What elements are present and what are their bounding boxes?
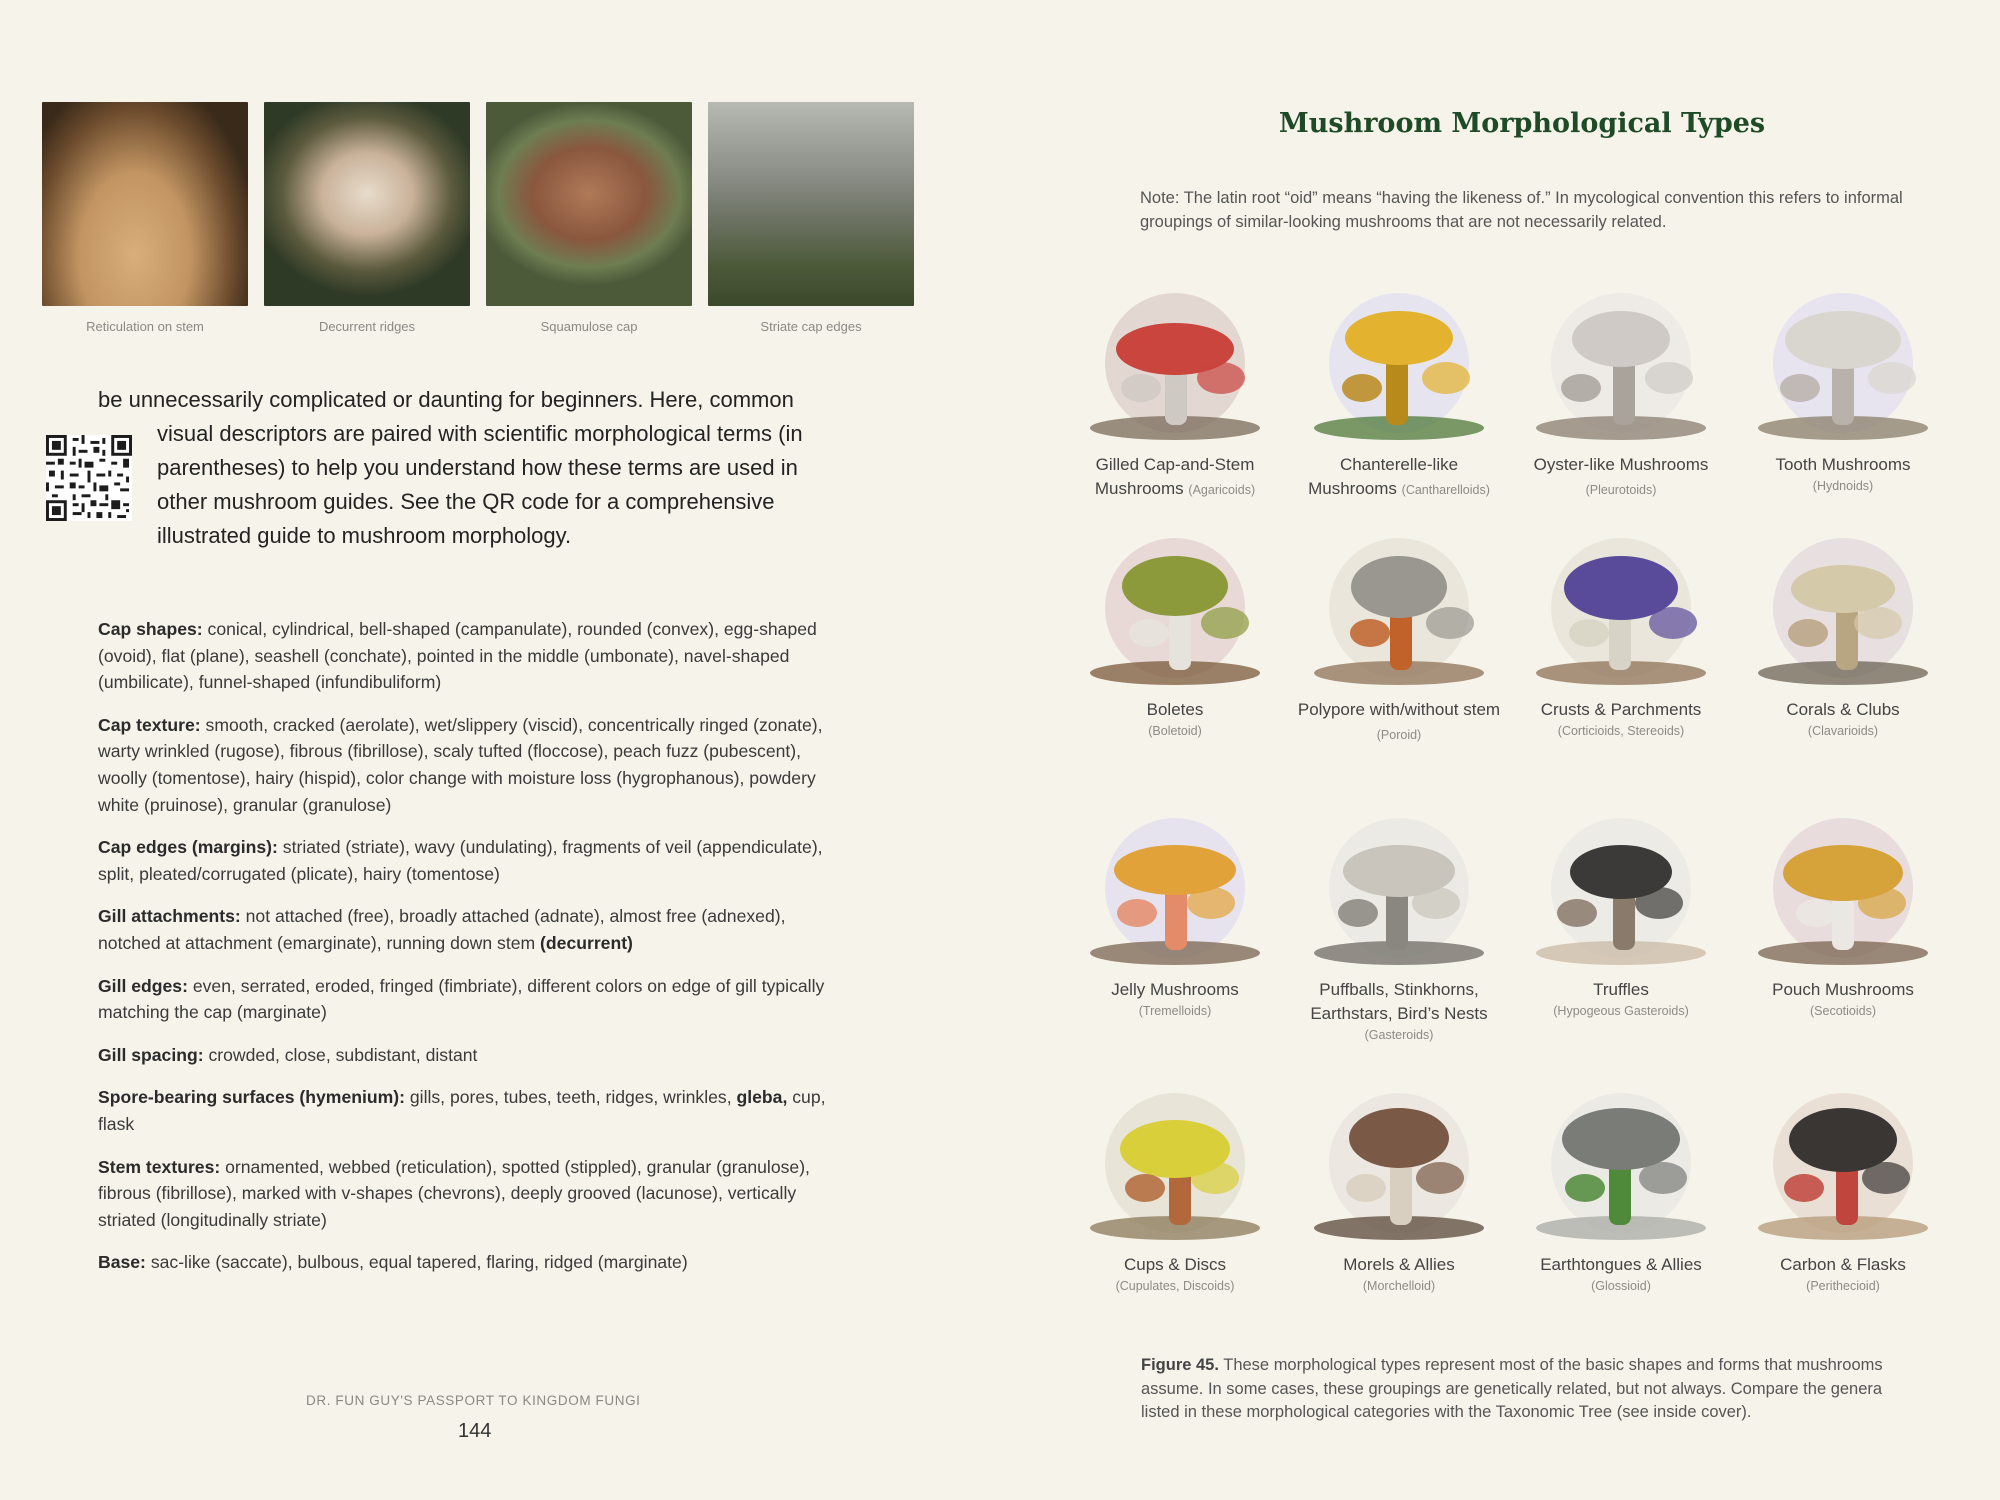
oyster-mushroom-illustration xyxy=(1516,268,1726,448)
morph-type-name xyxy=(1516,978,1726,1002)
morph-type-latin-line xyxy=(1738,1002,1948,1020)
morph-type-name xyxy=(1294,978,1504,1026)
morph-type-latin: (Secotioids) xyxy=(1810,1004,1876,1018)
morph-type-item xyxy=(1738,268,1948,495)
morph-type-latin: (Agaricoids) xyxy=(1188,483,1256,497)
morph-type-latin: (Cupulates, Discoids) xyxy=(1115,1279,1235,1293)
morph-type-latin: (Morchelloid) xyxy=(1362,1279,1436,1293)
morph-type-label: Jelly Mushrooms xyxy=(1111,980,1239,999)
morph-type-latin-line xyxy=(1516,1002,1726,1020)
carbon-fungus-illustration xyxy=(1738,1068,1948,1248)
morph-type-name xyxy=(1738,698,1948,722)
photo-item xyxy=(486,102,692,334)
morph-type-label: Tooth Mushrooms xyxy=(1775,455,1911,474)
glossary xyxy=(98,616,838,1292)
glossary-text: smooth, cracked (aerolate), wet/slippery (viscid), concentrically ringed (zonate), warty wrinkled (rugose), fibrous (fibrillose), scaly tufted (floccose), peach fuzz (pubescent), woolly (tomentose), hairy (hispid), color change with moisture loss (hygrophanous), powdery white (pruinose), granular (granulose) xyxy=(98,714,823,815)
polypore-illustration xyxy=(1294,513,1504,693)
photo-caption: Reticulation on stem xyxy=(86,319,204,334)
glossary-bold-tail: (decurrent) xyxy=(540,932,633,953)
glossary-text-after: cup, flask xyxy=(98,1087,826,1134)
coral-fungus-illustration xyxy=(1738,513,1948,693)
intro-rest: visual descriptors are paired with scientific morphological terms (in parentheses) to help you understand how these terms are used in other mushroom guides. See the QR code for a comprehensive illustrated guide to mushroom morphology. xyxy=(157,421,803,548)
truffle-illustration xyxy=(1516,793,1726,973)
morph-type-label: Truffles xyxy=(1593,980,1649,999)
morph-type-item xyxy=(1070,513,1280,740)
gilled-mushroom-illustration xyxy=(1070,268,1280,448)
running-head: DR. FUN GUY'S PASSPORT TO KINGDOM FUNGI xyxy=(306,1393,641,1408)
morph-type-label: Gilled Cap-and-Stem Mushrooms xyxy=(1094,455,1255,498)
figure-label: Figure 45. xyxy=(1141,1356,1219,1374)
glossary-item xyxy=(98,903,838,956)
morph-type-label: Corals & Clubs xyxy=(1786,700,1900,719)
glossary-text: conical, cylindrical, bell-shaped (campanulate), rounded (convex), egg-shaped (ovoid), flat (plane), seashell (conchate), pointed in the middle (umbonate), navel-shaped (umbilicate), funnel-shaped (infundibuliform) xyxy=(98,619,817,693)
morph-type-name xyxy=(1294,1253,1504,1277)
morph-type-label: Polypore with/without stem xyxy=(1297,700,1501,719)
glossary-item xyxy=(98,834,838,887)
morph-type-latin-line xyxy=(1294,1277,1504,1295)
morph-type-label: Cups & Discs xyxy=(1123,1255,1227,1274)
glossary-text: even, serrated, eroded, fringed (fimbriate), different colors on edge of gill typically matching the cap (marginate) xyxy=(98,975,825,1023)
chanterelle-illustration xyxy=(1294,268,1504,448)
glossary-item xyxy=(98,712,838,818)
glossary-text: crowded, close, subdistant, distant xyxy=(208,1044,478,1065)
glossary-text: sac-like (saccate), bulbous, equal tapered, flaring, ridged (marginate) xyxy=(150,1252,688,1273)
cup-fungus-illustration xyxy=(1070,1068,1280,1248)
glossary-item xyxy=(98,616,838,696)
photo-item xyxy=(708,102,914,334)
glossary-term: Cap shapes: xyxy=(98,619,203,639)
morph-type-label: Chanterelle-like Mushrooms xyxy=(1308,455,1459,498)
page-number: 144 xyxy=(458,1420,492,1442)
page-title: Mushroom Morphological Types xyxy=(1278,108,1766,139)
morph-type-item xyxy=(1738,513,1948,740)
morph-type-item xyxy=(1294,268,1504,502)
jelly-fungus-illustration xyxy=(1070,793,1280,973)
glossary-text: striated (striate), wavy (undulating), fragments of veil (appendiculate), split, pleated/corrugated (plicate), hairy (tomentose) xyxy=(98,837,823,884)
glossary-term: Gill attachments: xyxy=(98,906,241,927)
photo-item xyxy=(42,102,248,334)
morph-type-label: Puffballs, Stinkhorns, Earthstars, Bird’s Nests xyxy=(1310,980,1488,1023)
morph-type-latin: (Glossioid) xyxy=(1591,1279,1651,1293)
glossary-text: not attached (free), broadly attached (adnate), almost free (adnexed), notched at attachment (emarginate), running down stem xyxy=(98,906,786,953)
morph-type-latin-line xyxy=(1738,477,1948,495)
glossary-text: gills, pores, tubes, teeth, ridges, wrinkles, xyxy=(409,1087,732,1108)
morph-type-latin: (Gasteroids) xyxy=(1364,1028,1434,1042)
morph-type-item xyxy=(1070,793,1280,1020)
morph-type-item xyxy=(1738,793,1948,1020)
morph-type-latin: (Clavarioids) xyxy=(1807,724,1879,738)
morph-type-latin-line xyxy=(1070,722,1280,740)
glossary-item xyxy=(98,1042,838,1069)
striate-cap-edges-photo xyxy=(708,102,914,306)
morph-type-latin-line xyxy=(1516,722,1726,740)
morph-type-name xyxy=(1516,1253,1726,1277)
morph-type-item xyxy=(1294,793,1504,1044)
photo-item xyxy=(264,102,470,334)
morph-type-label: Pouch Mushrooms xyxy=(1772,980,1914,999)
morph-type-latin-line xyxy=(1516,1277,1726,1295)
morel-illustration xyxy=(1294,1068,1504,1248)
morph-type-label: Crusts & Parchments xyxy=(1540,700,1702,719)
glossary-text: ornamented, webbed (reticulation), spotted (stippled), granular (granulose), fibrous (fibrillose), marked with v-shapes (chevrons), deeply grooved (lacunose), vertically striated (longitudinally striate) xyxy=(98,1156,810,1230)
morph-type-name xyxy=(1294,698,1504,747)
morph-type-item xyxy=(1070,268,1280,502)
morph-type-item xyxy=(1738,1068,1948,1295)
crust-fungus-illustration xyxy=(1516,513,1726,693)
photo-caption: Squamulose cap xyxy=(540,319,638,334)
reticulation-photo xyxy=(42,102,248,306)
morph-type-latin-line xyxy=(1738,722,1948,740)
morph-type-latin-line xyxy=(1294,1026,1504,1044)
decurrent-ridges-photo xyxy=(264,102,470,306)
morph-type-name xyxy=(1738,453,1948,477)
figure-caption xyxy=(1141,1354,1911,1425)
morph-type-latin-line xyxy=(1070,1002,1280,1020)
morph-type-name xyxy=(1070,1253,1280,1277)
morph-type-item xyxy=(1516,1068,1726,1295)
squamulose-cap-photo xyxy=(486,102,692,306)
glossary-item xyxy=(98,1249,838,1276)
morph-type-item xyxy=(1294,1068,1504,1295)
photo-caption: Decurrent ridges xyxy=(318,319,416,334)
morph-type-latin: (Tremelloids) xyxy=(1138,1004,1212,1018)
morph-type-label: Earthtongues & Allies xyxy=(1540,1255,1702,1274)
glossary-term: Spore-bearing surfaces (hymenium): xyxy=(98,1087,405,1108)
morph-type-latin: (Hypogeous Gasteroids) xyxy=(1553,1004,1689,1018)
morph-type-name xyxy=(1738,1253,1948,1277)
photo-strip xyxy=(42,102,914,334)
puffball-illustration xyxy=(1294,793,1504,973)
morph-type-latin: (Cantharelloids) xyxy=(1401,483,1490,497)
photo-caption: Striate cap edges xyxy=(760,319,862,334)
morph-type-name xyxy=(1516,453,1726,502)
morph-type-name xyxy=(1516,698,1726,722)
morph-type-item xyxy=(1294,513,1504,747)
glossary-term: Gill spacing: xyxy=(98,1044,204,1065)
morph-type-latin: (Pleurotoids) xyxy=(1585,483,1657,497)
glossary-term: Base: xyxy=(98,1252,146,1273)
morph-type-latin: (Corticioids, Stereoids) xyxy=(1557,724,1685,738)
pouch-mushroom-illustration xyxy=(1738,793,1948,973)
morph-type-latin: (Poroid) xyxy=(1376,728,1422,742)
bolete-illustration xyxy=(1070,513,1280,693)
morph-type-name xyxy=(1294,453,1504,502)
figure-caption-text: These morphological types represent most of the basic shapes and forms that mushrooms assume. In some cases, these groupings are genetically related, but not always. Compare the genera listed in these morphological categories with the Taxonomic Tree (see inside cover). xyxy=(1141,1356,1883,1421)
morph-type-item xyxy=(1516,268,1726,502)
glossary-item xyxy=(98,973,838,1026)
morph-type-item xyxy=(1516,793,1726,1020)
morph-type-label: Morels & Allies xyxy=(1343,1255,1455,1274)
morph-type-latin: (Hydnoids) xyxy=(1812,479,1874,493)
glossary-term: Cap texture: xyxy=(98,714,201,735)
morph-type-label: Oyster-like Mushrooms xyxy=(1533,455,1709,474)
glossary-term: Cap edges (margins): xyxy=(98,837,278,858)
intro-first-line: be unnecessarily complicated or daunting for beginners. Here, common xyxy=(98,387,794,412)
morph-type-label: Carbon & Flasks xyxy=(1780,1255,1906,1274)
glossary-item xyxy=(98,1154,838,1234)
glossary-term: Stem textures: xyxy=(98,1156,221,1177)
note: Note: The latin root “oid” means “having the likeness of.” In mycological convention this refers to informal groupings of similar-looking mushrooms that are not necessarily related. xyxy=(1140,189,1903,231)
morph-type-item xyxy=(1070,1068,1280,1295)
morph-type-latin: (Perithecioid) xyxy=(1806,1279,1880,1293)
morph-type-label: Boletes xyxy=(1146,700,1204,719)
glossary-bold-mid: gleba, xyxy=(736,1087,788,1108)
morph-type-latin-line xyxy=(1738,1277,1948,1295)
morph-type-name xyxy=(1738,978,1948,1002)
glossary-term: Gill edges: xyxy=(98,975,188,996)
glossary-item xyxy=(98,1084,838,1137)
right-page xyxy=(1000,0,2000,1500)
tooth-mushroom-illustration xyxy=(1738,268,1948,448)
morph-type-latin-line xyxy=(1070,1277,1280,1295)
morph-type-item xyxy=(1516,513,1726,740)
morph-type-name xyxy=(1070,698,1280,722)
morph-type-name xyxy=(1070,453,1280,502)
intro-paragraph xyxy=(98,383,838,553)
morph-type-name xyxy=(1070,978,1280,1002)
morph-type-latin: (Boletoid) xyxy=(1148,724,1202,738)
earthtongue-illustration xyxy=(1516,1068,1726,1248)
